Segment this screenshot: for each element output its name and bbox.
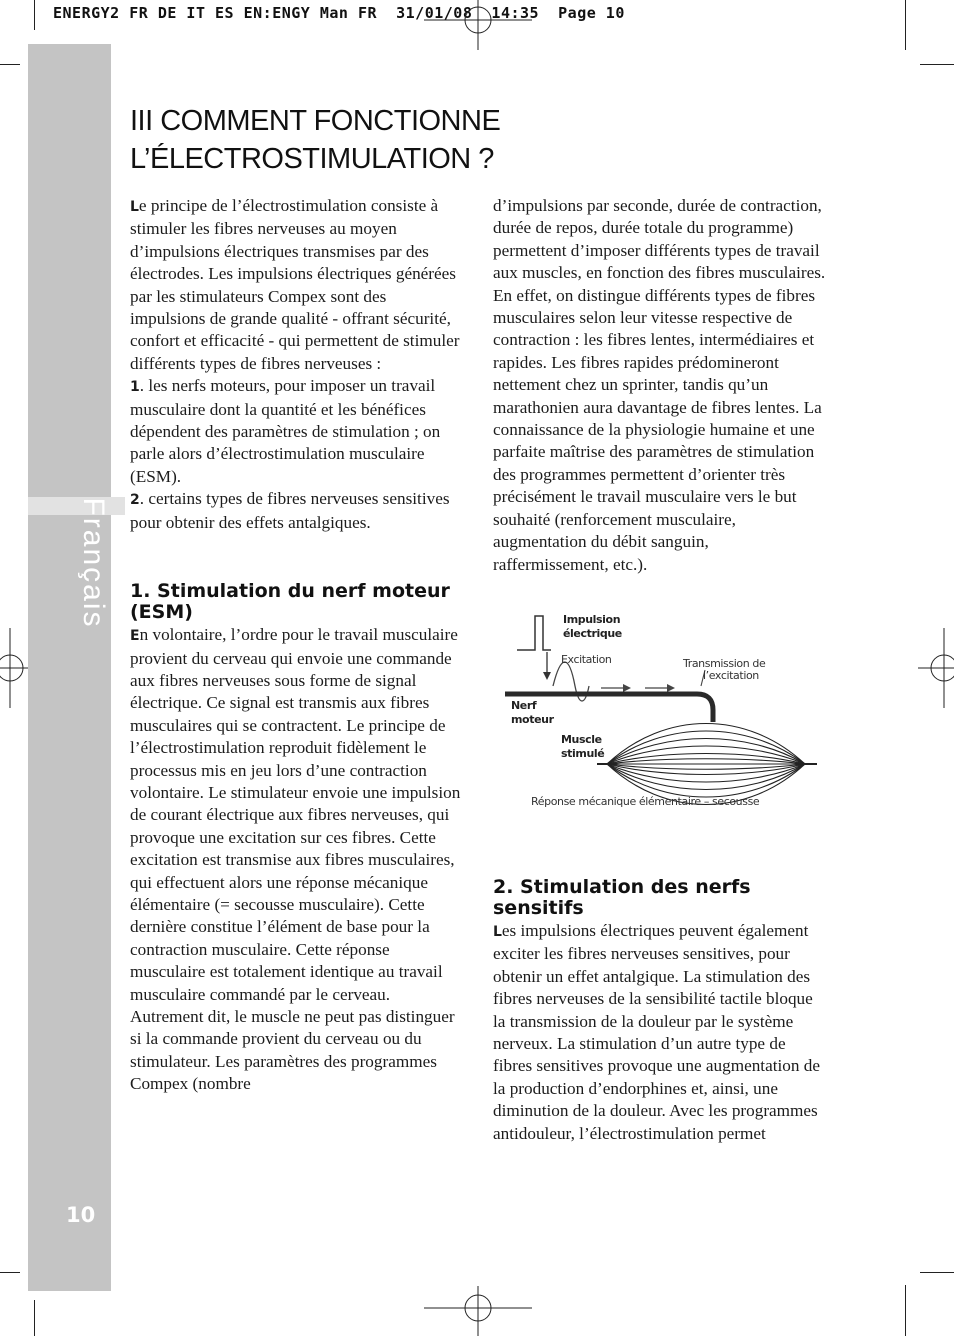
nerve-arrowhead-2 <box>667 684 675 692</box>
label-nerve-line-2: moteur <box>511 712 554 726</box>
label-excitation: Excitation <box>561 652 612 666</box>
right-column-paragraph: d’impulsions par seconde, durée de contraction, durée de repos, durée totale du programme) permettent d’imposer différents types de travail aux muscles, en fonction des fibres musculaires. En effet, on distingue différents types de fibres musculaires selon leur vitesse respective de contraction : les fibres lentes, intermédiaires et rapides. Les fibres rapides prédomineront nettement chez un sprinter, tandis qu’un marathonien aura davantage de fibres lentes. La connaissance de la physiologie humaine et une parfaite maîtrise des paramètres de stimulation des programmes permettent d’orienter très précisément le travail musculaire vers le but souhaité (renforcement musculaire, augmentation du débit sanguin, raffermissement, etc.). <box>493 196 826 574</box>
page-number: 10 <box>66 1203 96 1227</box>
registration-mark-bottom <box>424 1286 532 1336</box>
right-column <box>493 195 827 1145</box>
nerve-arrowhead-1 <box>623 684 631 692</box>
item-1-text: . les nerfs moteurs, pour imposer un travail musculaire dont la quantité et les bénéfices dépendent des paramètres de stimulation ; on parle alors d’électrostimulation musculaire (ESM). <box>130 376 441 486</box>
impulse-waveform <box>517 616 551 650</box>
section-1-paragraph <box>130 624 464 1096</box>
label-impulse-line-2: électrique <box>563 626 622 640</box>
left-column <box>130 195 464 1096</box>
page-title <box>130 102 500 178</box>
section-2-heading-line-1: 2. Stimulation des nerfs <box>493 875 751 898</box>
item-2-number: 2 <box>130 492 140 509</box>
item-1-number: 1 <box>130 379 140 396</box>
label-transmission-line-1: Transmission de <box>683 656 766 670</box>
registration-mark-right <box>918 628 954 708</box>
print-slug: ENERGY2 FR DE IT ES EN:ENGY Man FR 31/01/08 14:35 Page 10 <box>53 4 625 22</box>
section-1-heading-line-1: 1. Stimulation du nerf moteur <box>130 580 450 603</box>
intro-text: e principe de l’électrostimulation consiste à stimuler les fibres nerveuses au moyen d’impulsions électriques transmises par des électrodes. Les impulsions électriques générées par les stimulateurs Compex sont des impulsions de grande qualité - offrant sécurité, confort et efficacité - qui permettent de stimuler différents types de fibres nerveuses : <box>130 196 460 373</box>
language-label: Français <box>77 497 110 629</box>
section-2-paragraph <box>493 920 827 1145</box>
intro-item-1 <box>130 375 464 488</box>
title-line-2: L’ÉLECTROSTIMULATION ? <box>130 143 494 175</box>
section-2-dropcap: L <box>493 923 502 940</box>
item-2-text: . certains types de fibres nerveuses sensitives pour obtenir des effets antalgiques. <box>130 489 450 532</box>
label-transmission-line-2: l’excitation <box>703 668 759 682</box>
section-1-text: n volontaire, l’ordre pour le travail musculaire provient du cerveau qui envoie une commande aux fibres nerveuses sous forme de signal électrique. Ce signal est transmis aux fibres musculaires qui se contractent. Le principe de l’électrostimulation reproduit fidèlement le processus mis en jeu lors d’une contraction volontaire. Le stimulateur envoie une impulsion de courant électrique aux fibres nerveuses, qui provoque une excitation sur ces fibres. Cette excitation est transmise aux fibres musculaires, qui effectuent alors une réponse mécanique élémentaire (= secousse musculaire). Cette dernière constitue l’élément de base pour la contraction musculaire. Cette réponse musculaire est totalement identique au travail musculaire commandé par le cerveau. Autrement dit, le muscle ne peut pas distinguer si la commande provient du cerveau ou du stimulateur. Les paramètres des programmes Compex (nombre <box>130 625 461 1094</box>
intro-item-2 <box>130 488 464 534</box>
section-2-heading <box>493 877 827 919</box>
muscle-fibers <box>607 723 805 804</box>
label-muscle-line-1: Muscle <box>561 732 602 746</box>
intro-paragraph <box>130 195 464 375</box>
label-impulse-line-1: Impulsion <box>563 612 621 626</box>
section-1-dropcap: E <box>130 628 140 645</box>
label-nerve-line-1: Nerf <box>511 698 537 712</box>
label-muscle-line-2: stimulé <box>561 746 605 760</box>
diagram-caption: Réponse mécanique élémentaire – secousse <box>531 794 760 808</box>
section-1-heading <box>130 581 464 623</box>
section-2-text: es impulsions électriques peuvent également exciter les fibres nerveuses sensitives, pour obtenir un effet antalgique. La stimulation des fibres nerveuses de la sensibilité tactile bloque la transmission de la douleur par le système nerveux. La stimulation d’un autre type de fibres sensitives provoque une augmentation de la production d’endorphines et, ainsi, une diminution de la douleur. Avec les programmes antidouleur, l’électrostimulation permet <box>493 920 820 1143</box>
impulse-arrowhead <box>543 672 551 680</box>
intro-dropcap: L <box>130 199 139 215</box>
section-2-heading-line-2: sensitifs <box>493 896 584 919</box>
section-1-heading-line-2: (ESM) <box>130 601 193 624</box>
registration-mark-top <box>424 0 532 50</box>
language-sidebar <box>28 44 111 1291</box>
title-line-1: III COMMENT FONCTIONNE <box>130 105 501 137</box>
stimulation-diagram <box>505 614 835 826</box>
